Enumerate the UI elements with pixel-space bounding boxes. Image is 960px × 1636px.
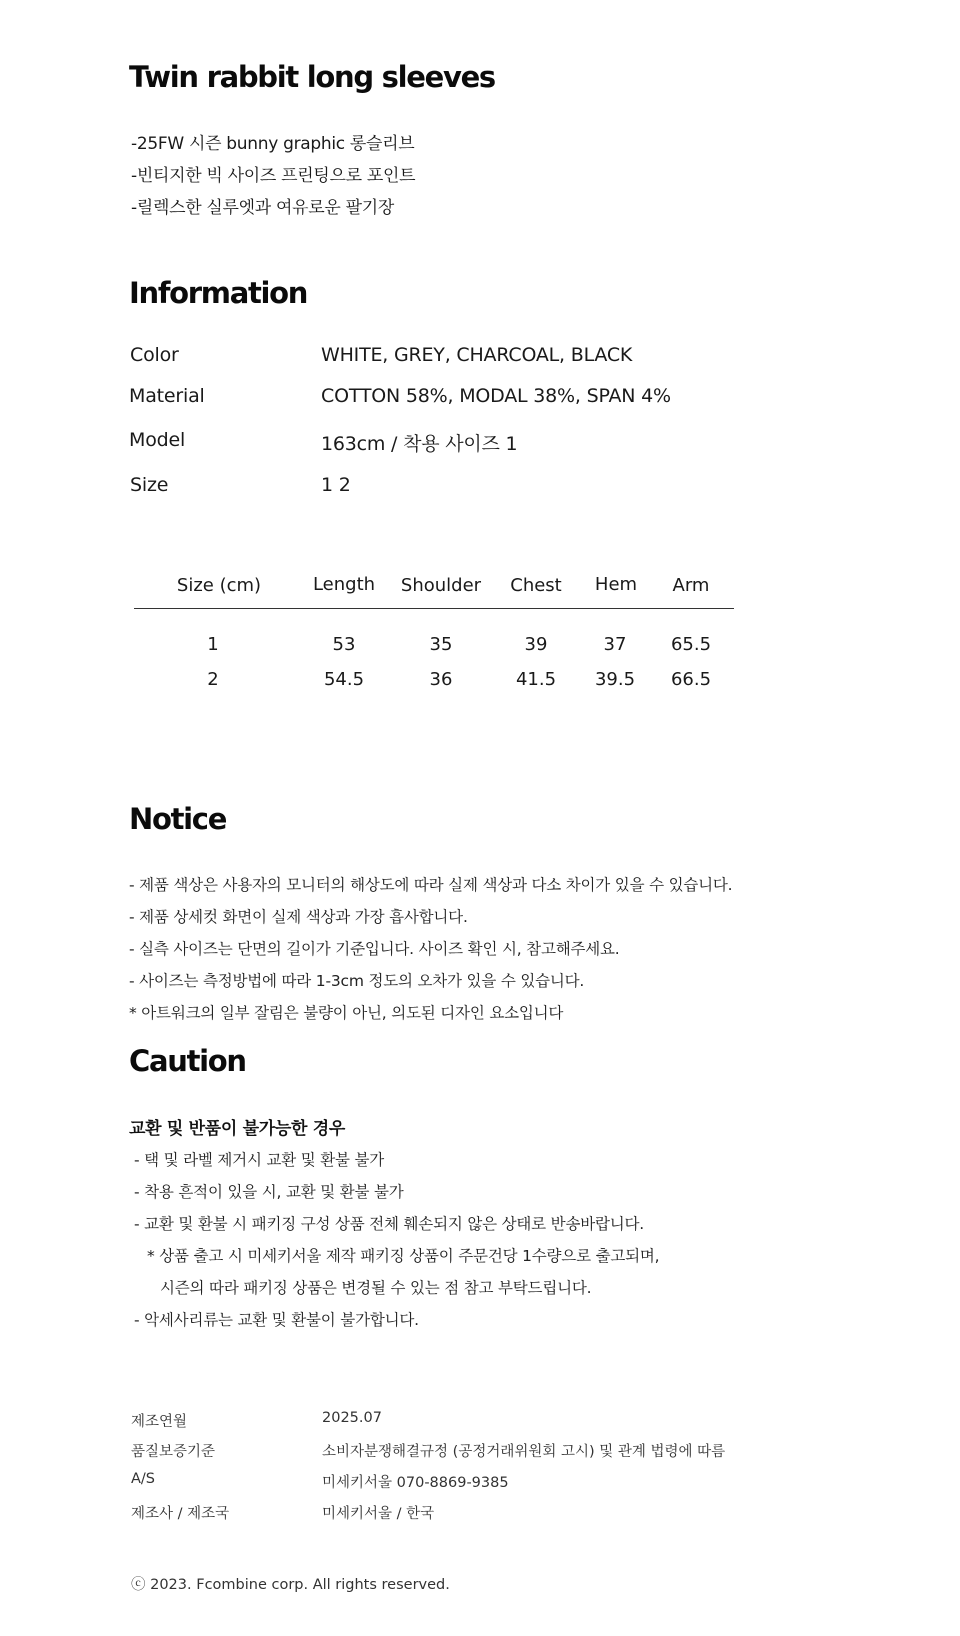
notice-line: - 제품 색상은 사용자의 모니터의 해상도에 따라 실제 색상과 다소 차이가 있을 수 있습니다. (129, 876, 733, 894)
size-table-cell: 1 (207, 634, 219, 655)
meta-label-quality: 품질보증기준 (131, 1444, 216, 1460)
size-table-cell: 41.5 (515, 669, 557, 690)
caution-heading: Caution (129, 1044, 246, 1078)
meta-value-quality: 소비자분쟁해결규정 (공정거래위원회 고시) 및 관계 법령에 따름 (322, 1444, 726, 1460)
meta-value-manufacturer: 미세키서울 / 한국 (322, 1506, 435, 1522)
size-table-cell: 39.5 (594, 669, 636, 690)
size-table-header: Shoulder (400, 575, 482, 596)
caution-line: - 교환 및 환불 시 패키징 구성 상품 전체 훼손되지 않은 상태로 반송바랍니다. (134, 1215, 645, 1233)
info-label-material: Material (129, 385, 205, 407)
notice-heading: Notice (129, 802, 227, 836)
meta-value-manufacture-date: 2025.07 (322, 1410, 382, 1426)
info-label-model: Model (129, 429, 186, 451)
info-value-model: 163cm / 착용 사이즈 1 (321, 433, 518, 455)
information-heading: Information (129, 276, 308, 310)
size-table-divider (134, 608, 734, 609)
notice-line: - 실측 사이즈는 단면의 길이가 기준입니다. 사이즈 확인 시, 참고해주세요. (129, 940, 620, 958)
size-table-cell: 54.5 (323, 669, 365, 690)
size-table-header: Hem (594, 574, 638, 595)
size-table-cell: 66.5 (670, 669, 712, 690)
size-table-cell: 35 (429, 634, 453, 655)
info-label-color: Color (130, 344, 179, 366)
size-table-cell: 2 (207, 669, 219, 690)
size-table-header: Arm (672, 575, 710, 596)
caution-line: - 악세사리류는 교환 및 환불이 불가합니다. (134, 1311, 419, 1329)
product-point: -릴렉스한 실루엣과 여유로운 팔기장 (131, 198, 394, 218)
size-table-cell: 65.5 (670, 634, 712, 655)
meta-value-as: 미세키서울 070-8869-9385 (322, 1475, 509, 1491)
caution-line: 시즌의 따라 패키징 상품은 변경될 수 있는 점 참고 부탁드립니다. (160, 1279, 592, 1297)
size-table-header: Chest (510, 575, 562, 596)
caution-line: - 택 및 라벨 제거시 교환 및 환불 불가 (134, 1151, 385, 1169)
product-title: Twin rabbit long sleeves (129, 60, 495, 94)
size-table-cell: 53 (332, 634, 356, 655)
caution-subheading: 교환 및 반품이 불가능한 경우 (129, 1119, 345, 1139)
meta-label-as: A/S (131, 1471, 156, 1487)
info-value-material: COTTON 58%, MODAL 38%, SPAN 4% (321, 385, 671, 407)
info-value-size: 1 2 (321, 474, 351, 496)
info-value-color: WHITE, GREY, CHARCOAL, BLACK (321, 344, 633, 366)
notice-line: - 사이즈는 측정방법에 따라 1-3cm 정도의 오차가 있을 수 있습니다. (129, 972, 585, 990)
notice-line: - 제품 상세컷 화면이 실제 색상과 가장 흡사합니다. (129, 908, 468, 926)
meta-label-manufacturer: 제조사 / 제조국 (131, 1506, 230, 1522)
info-label-size: Size (130, 474, 169, 496)
size-table-cell: 37 (603, 634, 627, 655)
caution-line: - 착용 흔적이 있을 시, 교환 및 환불 불가 (134, 1183, 404, 1201)
size-table-cell: 39 (524, 634, 548, 655)
size-table-header: Size (cm) (176, 575, 262, 596)
product-point: -25FW 시즌 bunny graphic 롱슬리브 (131, 134, 415, 154)
product-point: -빈티지한 빅 사이즈 프린팅으로 포인트 (131, 166, 416, 186)
meta-label-manufacture-date: 제조연월 (131, 1414, 188, 1430)
notice-line: * 아트워크의 일부 잘림은 불량이 아닌, 의도된 디자인 요소입니다 (129, 1004, 564, 1022)
caution-line: * 상품 출고 시 미세키서울 제작 패키징 상품이 주문건당 1수량으로 출고되며, (147, 1247, 660, 1265)
size-table-header: Length (312, 574, 376, 595)
copyright: ⓒ 2023. Fcombine corp. All rights reserved. (131, 1577, 450, 1593)
size-table-cell: 36 (429, 669, 453, 690)
